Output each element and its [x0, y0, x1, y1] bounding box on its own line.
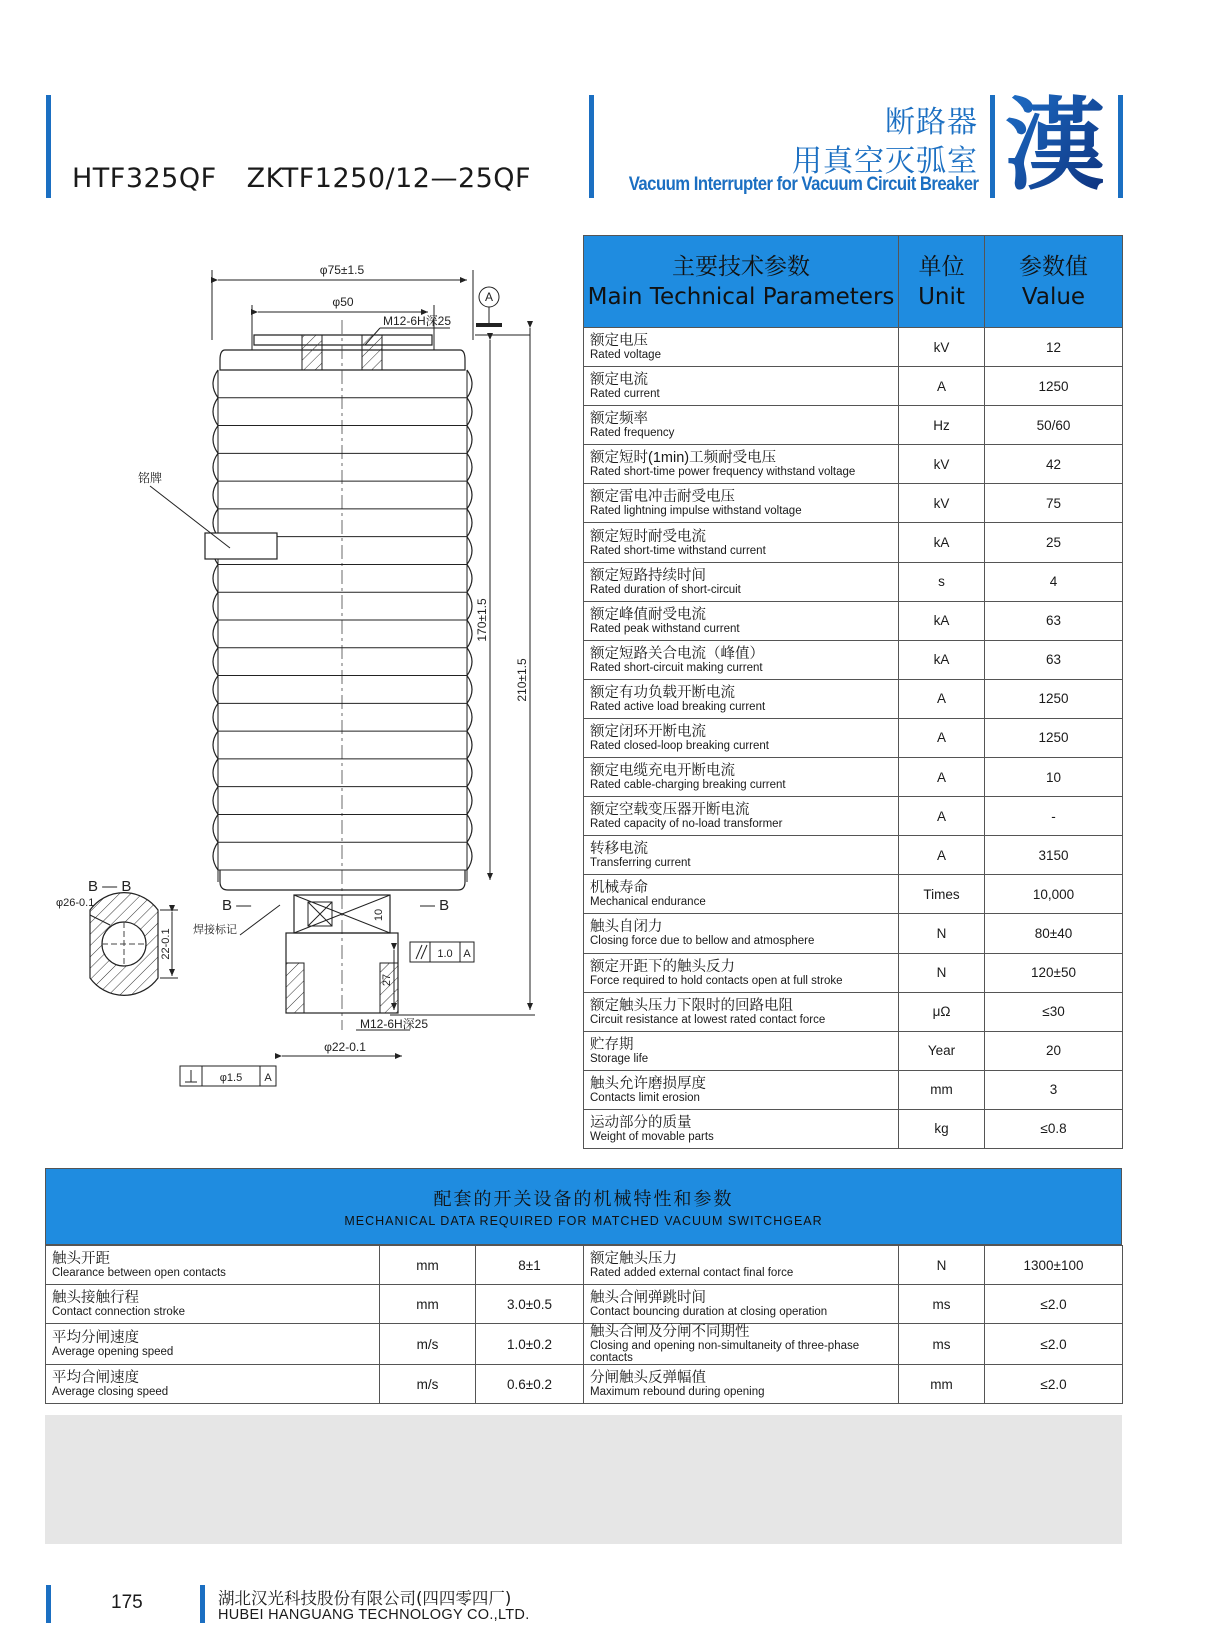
param-row — [584, 406, 1123, 445]
interrupter-technical-drawing — [50, 250, 580, 1160]
param-row — [584, 758, 1123, 797]
param-name-cell — [584, 758, 899, 797]
param-value: ≤0.8 — [985, 1109, 1123, 1148]
param-unit: kV — [899, 445, 985, 484]
param-value: 80±40 — [985, 914, 1123, 953]
param-name-cell — [584, 836, 899, 875]
param-name-en: Closing force due to bellow and atmosphere — [590, 935, 815, 948]
param-name-en: Rated short-time power frequency withstand voltage — [590, 466, 856, 479]
param-name-cell — [584, 1031, 899, 1070]
param-unit: Times — [899, 875, 985, 914]
param-name-cn: 触头自闭力 — [590, 919, 663, 936]
mech-left-name-cell — [46, 1246, 380, 1285]
param-value: 20 — [985, 1031, 1123, 1070]
param-value: 10 — [985, 758, 1123, 797]
param-row — [584, 875, 1123, 914]
mech-left-name-en: Clearance between open contacts — [52, 1267, 226, 1279]
param-unit: kA — [899, 640, 985, 679]
param-name-cn: 额定短路持续时间 — [590, 567, 706, 584]
param-unit: Year — [899, 1031, 985, 1070]
parallel-tol-datum: A — [463, 948, 471, 960]
param-name-cn: 额定触头压力下限时的回路电阻 — [590, 997, 793, 1014]
param-row — [584, 718, 1123, 757]
param-row — [584, 445, 1123, 484]
weld-mark-label: 焊接标记 — [193, 924, 237, 936]
main-parameters-table — [583, 235, 1123, 1149]
param-name-cell — [584, 679, 899, 718]
param-name-cell — [584, 1070, 899, 1109]
mech-left-name-cn: 触头接触行程 — [52, 1290, 139, 1306]
param-name-cn: 转移电流 — [590, 841, 648, 858]
mech-left-name-en: Average closing speed — [52, 1386, 169, 1398]
model-line — [72, 163, 561, 194]
param-name-en: Contacts limit erosion — [590, 1091, 700, 1104]
header-left-accent-bar — [46, 95, 51, 198]
section-marker-left: B — — [222, 897, 252, 914]
param-unit: kA — [899, 601, 985, 640]
param-name-cn: 贮存期 — [590, 1036, 634, 1053]
param-name-cn: 额定空载变压器开断电流 — [590, 802, 750, 819]
dim-10: 10 — [373, 908, 385, 922]
mech-right-name-cell — [584, 1285, 899, 1324]
mech-left-unit: mm — [380, 1285, 476, 1324]
title-cn-line1: 断路器 — [885, 105, 978, 140]
param-name-cell — [584, 484, 899, 523]
footer-left-bar — [46, 1585, 51, 1623]
param-name-en: Rated current — [590, 388, 660, 401]
param-name-cn: 额定短路关合电流（峰值） — [590, 645, 764, 662]
mech-left-value: 3.0±0.5 — [476, 1285, 584, 1324]
section-width: 22-0.1 — [160, 928, 172, 960]
mech-table-title — [45, 1168, 1122, 1245]
param-row — [584, 562, 1123, 601]
mechanical-data-table — [45, 1245, 1123, 1404]
param-name-cn: 额定有功负载开断电流 — [590, 684, 735, 701]
thread-top-label: M12-6H深25 — [383, 314, 452, 328]
param-name-en: Rated short-circuit making current — [590, 661, 763, 674]
param-name-cell — [584, 328, 899, 367]
param-value: 12 — [985, 328, 1123, 367]
param-name-en: Force required to hold contacts open at full stroke — [590, 974, 843, 987]
param-row — [584, 797, 1123, 836]
param-unit: μΩ — [899, 992, 985, 1031]
param-row — [584, 1070, 1123, 1109]
dim-height-total: 210±1.5 — [515, 658, 529, 702]
mech-right-name-en: Rated added external contact final force — [590, 1267, 794, 1279]
section-diameter: φ26-0.1 — [56, 897, 95, 909]
mech-left-value: 0.6±0.2 — [476, 1365, 584, 1404]
param-value: 63 — [985, 640, 1123, 679]
param-row — [584, 601, 1123, 640]
param-unit: A — [899, 836, 985, 875]
mech-left-value: 1.0±0.2 — [476, 1324, 584, 1365]
param-name-en: Rated frequency — [590, 427, 675, 440]
mech-left-value: 8±1 — [476, 1246, 584, 1285]
param-unit: A — [899, 718, 985, 757]
section-bb-label: B — B — [88, 878, 132, 895]
mech-row — [46, 1285, 1123, 1324]
param-name-cell — [584, 914, 899, 953]
mech-right-unit: ms — [899, 1285, 985, 1324]
param-name-cn: 额定电压 — [590, 333, 648, 350]
param-name-en: Rated active load breaking current — [590, 700, 766, 713]
param-unit: mm — [899, 1070, 985, 1109]
perp-tol-datum: A — [264, 1072, 272, 1084]
mech-right-value: 1300±100 — [985, 1246, 1123, 1285]
param-name-cn: 额定短时(1min)工频耐受电压 — [590, 450, 777, 467]
param-unit: kV — [899, 484, 985, 523]
mech-right-value: ≤2.0 — [985, 1285, 1123, 1324]
company-name-cn: 湖北汉光科技股份有限公司(四四零四厂) — [218, 1589, 512, 1608]
param-value: 25 — [985, 523, 1123, 562]
param-name-en: Rated voltage — [590, 349, 661, 362]
param-value: 3150 — [985, 836, 1123, 875]
mech-right-name-cell — [584, 1324, 899, 1365]
mech-title-en: MECHANICAL DATA REQUIRED FOR MATCHED VACUUM SWITCHGEAR — [344, 1214, 823, 1228]
param-unit: A — [899, 367, 985, 406]
param-row — [584, 484, 1123, 523]
param-unit: kA — [899, 523, 985, 562]
model-code-1: HTF325QF — [72, 163, 217, 194]
param-row — [584, 523, 1123, 562]
param-name-cell — [584, 367, 899, 406]
param-value: ≤30 — [985, 992, 1123, 1031]
param-unit: N — [899, 953, 985, 992]
mech-left-name-cn: 平均分闸速度 — [52, 1330, 139, 1346]
param-value: - — [985, 797, 1123, 836]
mech-right-name-en: Contact bouncing duration at closing operation — [590, 1306, 828, 1318]
param-unit: s — [899, 562, 985, 601]
param-unit: Hz — [899, 406, 985, 445]
dim-outer-diameter: φ75±1.5 — [319, 263, 365, 277]
param-unit: A — [899, 679, 985, 718]
mech-right-value: ≤2.0 — [985, 1365, 1123, 1404]
param-name-cell — [584, 718, 899, 757]
param-name-cn: 机械寿命 — [590, 880, 648, 897]
param-name-cn: 额定频率 — [590, 411, 648, 428]
param-name-en: Weight of movable parts — [590, 1130, 714, 1143]
mech-right-name-en: Maximum rebound during opening — [590, 1386, 765, 1398]
param-value: 63 — [985, 601, 1123, 640]
param-name-cn: 额定开距下的触头反力 — [590, 958, 735, 975]
param-name-cell — [584, 875, 899, 914]
param-name-cn: 额定短时耐受电流 — [590, 528, 706, 545]
mech-row — [46, 1324, 1123, 1365]
param-name-en: Circuit resistance at lowest rated contact force — [590, 1013, 826, 1026]
param-name-cell — [584, 601, 899, 640]
ceramic-insulator-body — [213, 370, 472, 870]
param-unit: A — [899, 758, 985, 797]
param-value: 3 — [985, 1070, 1123, 1109]
header-logo-right-bar — [1118, 95, 1123, 198]
param-name-en: Transferring current — [590, 857, 691, 870]
mech-row — [46, 1246, 1123, 1285]
param-value: 10,000 — [985, 875, 1123, 914]
parallel-tol-value: 1.0 — [437, 948, 453, 960]
param-value: 50/60 — [985, 406, 1123, 445]
param-name-cell — [584, 445, 899, 484]
logo-glyph: 漢 — [1005, 90, 1105, 193]
param-value: 1250 — [985, 679, 1123, 718]
param-name-cell — [584, 562, 899, 601]
param-name-cell — [584, 1109, 899, 1148]
param-name-cn: 额定闭环开断电流 — [590, 723, 706, 740]
mech-right-name-cn: 触头合闸及分闸不同期性 — [590, 1324, 750, 1340]
param-row — [584, 1031, 1123, 1070]
param-unit: kg — [899, 1109, 985, 1148]
mech-left-name-cell — [46, 1365, 380, 1404]
value-header-cell: 参数值 Value — [985, 236, 1123, 328]
param-table-header — [584, 236, 1123, 328]
mech-left-name-cell — [46, 1324, 380, 1365]
param-row — [584, 914, 1123, 953]
mech-right-name-cell — [584, 1246, 899, 1285]
param-value: 75 — [985, 484, 1123, 523]
param-name-en: Rated capacity of no-load transformer — [590, 818, 783, 831]
mech-left-name-cell — [46, 1285, 380, 1324]
mech-left-name-en: Average opening speed — [52, 1346, 174, 1358]
mech-left-name-cn: 触头开距 — [52, 1251, 110, 1267]
mech-left-unit: mm — [380, 1246, 476, 1285]
title-cn-line2: 用真空灭弧室 — [792, 144, 978, 179]
header-logo-left-bar — [990, 95, 995, 198]
section-bb-view — [90, 893, 158, 996]
mech-title-cn: 配套的开关设备的机械特性和参数 — [433, 1189, 734, 1210]
param-unit: N — [899, 914, 985, 953]
dim-rod-diameter: φ22-0.1 — [324, 1040, 366, 1054]
mech-right-unit: mm — [899, 1365, 985, 1404]
grey-panel — [45, 1415, 1122, 1544]
unit-header-cell: 单位 Unit — [899, 236, 985, 328]
mech-right-unit: ms — [899, 1324, 985, 1365]
footer-mid-bar — [200, 1585, 205, 1623]
param-row — [584, 836, 1123, 875]
title-en: Vacuum Interrupter for Vacuum Circuit Breaker — [628, 174, 978, 195]
param-value: 120±50 — [985, 953, 1123, 992]
mech-left-name-cn: 平均合闸速度 — [52, 1370, 139, 1386]
param-value: 1250 — [985, 367, 1123, 406]
param-name-en: Mechanical endurance — [590, 896, 706, 909]
datum-label: A — [484, 290, 494, 304]
header-mid-accent-bar — [589, 95, 594, 198]
mech-row — [46, 1365, 1123, 1404]
mech-right-name-cn: 触头合闸弹跳时间 — [590, 1290, 706, 1306]
mech-left-unit: m/s — [380, 1324, 476, 1365]
nameplate-label: 铭牌 — [138, 471, 163, 485]
param-row — [584, 640, 1123, 679]
company-name-en: HUBEI HANGUANG TECHNOLOGY CO.,LTD. — [218, 1607, 530, 1623]
mech-left-name-en: Contact connection stroke — [52, 1306, 185, 1318]
param-name-cn: 运动部分的质量 — [590, 1114, 692, 1131]
page-number: 175 — [111, 1592, 143, 1613]
param-name-en: Rated short-time withstand current — [590, 544, 766, 557]
mech-right-unit: N — [899, 1246, 985, 1285]
param-row — [584, 992, 1123, 1031]
param-name-cell — [584, 406, 899, 445]
param-unit: kV — [899, 328, 985, 367]
param-row — [584, 953, 1123, 992]
param-row — [584, 679, 1123, 718]
mech-right-name-cn: 额定触头压力 — [590, 1251, 677, 1267]
param-name-cell — [584, 640, 899, 679]
param-unit: A — [899, 797, 985, 836]
perp-tol-value: φ1.5 — [219, 1072, 243, 1084]
mech-right-name-cn: 分闸触头反弹幅值 — [590, 1370, 706, 1386]
param-name-en: Rated lightning impulse withstand voltage — [590, 505, 802, 518]
param-value: 4 — [985, 562, 1123, 601]
mech-right-name-en: Closing and opening non-simultaneity of three-phase contacts — [590, 1340, 860, 1364]
param-name-cell — [584, 523, 899, 562]
param-name-cn: 额定电缆充电开断电流 — [590, 763, 735, 780]
param-row — [584, 328, 1123, 367]
param-name-en: Rated closed-loop breaking current — [590, 739, 769, 752]
thread-bottom-label: M12-6H深25 — [360, 1017, 429, 1031]
param-name-en: Storage life — [590, 1052, 649, 1065]
param-row — [584, 367, 1123, 406]
top-end-cap — [254, 335, 432, 345]
param-name-cell — [584, 953, 899, 992]
param-name-en: Rated duration of short-circuit — [590, 583, 741, 596]
dim-inner-diameter: φ50 — [332, 295, 354, 309]
dim-27: 27 — [381, 973, 393, 987]
mech-right-value: ≤2.0 — [985, 1324, 1123, 1365]
company-logo — [1000, 90, 1110, 193]
param-name-cn: 额定雷电冲击耐受电压 — [590, 489, 735, 506]
param-name-en: Rated peak withstand current — [590, 622, 740, 635]
mech-left-unit: m/s — [380, 1365, 476, 1404]
param-value: 42 — [985, 445, 1123, 484]
dim-height-inner: 170±1.5 — [475, 598, 489, 642]
param-name-cell — [584, 992, 899, 1031]
model-code-2: ZKTF1250/12—25QF — [246, 163, 532, 194]
param-name-cn: 额定峰值耐受电流 — [590, 606, 706, 623]
mech-right-name-cell — [584, 1365, 899, 1404]
section-marker-right: — B — [420, 897, 450, 914]
param-name-en: Rated cable-charging breaking current — [590, 779, 786, 792]
param-value: 1250 — [985, 718, 1123, 757]
param-name-cn: 触头允许磨损厚度 — [590, 1075, 706, 1092]
param-header-cell: 主要技术参数 Main Technical Parameters — [584, 236, 899, 328]
param-name-cn: 额定电流 — [590, 372, 648, 389]
param-name-cell — [584, 797, 899, 836]
param-row — [584, 1109, 1123, 1148]
